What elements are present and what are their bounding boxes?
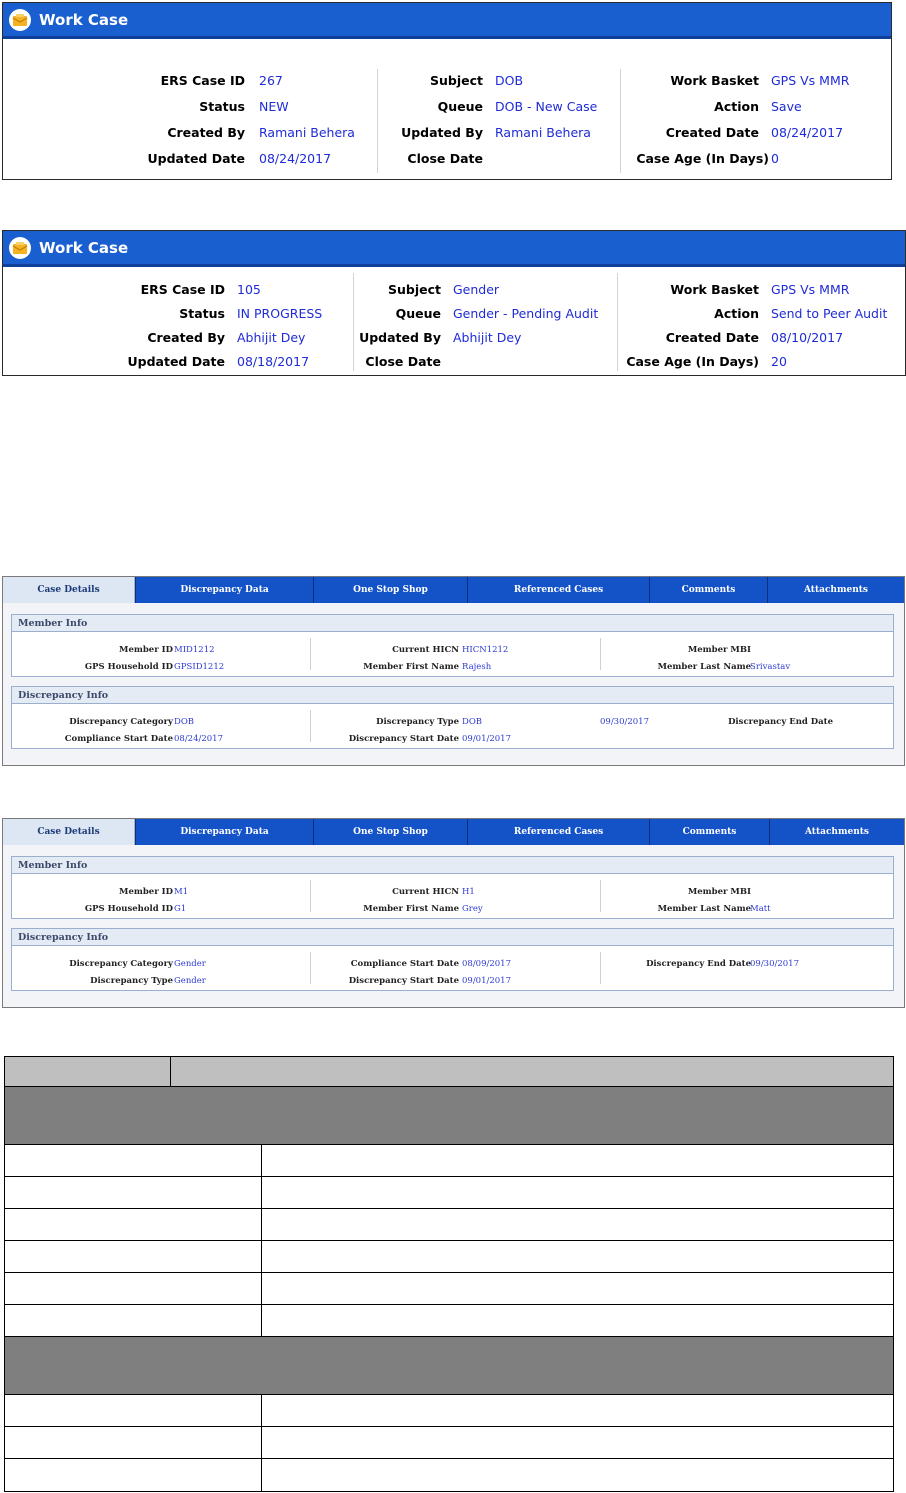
discrepancy-end-date-label: Discrepancy End Date <box>646 959 751 969</box>
member-info-header: Member Info <box>11 614 894 632</box>
member-info-box <box>11 874 894 919</box>
discrepancy-info-header: Discrepancy Info <box>11 686 894 704</box>
created-by-value[interactable]: Abhijit Dey <box>237 330 306 345</box>
discrepancy-category-label: Discrepancy Category <box>69 717 173 727</box>
ers-case-id-label: ERS Case ID <box>140 282 225 297</box>
tab-one-stop-shop[interactable]: One Stop Shop <box>313 577 467 603</box>
discrepancy-type-value[interactable]: DOB <box>462 717 483 727</box>
action-value[interactable]: Send to Peer Audit <box>771 306 888 321</box>
work-case-icon <box>9 9 31 31</box>
table-row <box>4 1208 894 1241</box>
member-first-name-value[interactable]: Rajesh <box>462 662 492 672</box>
table-row <box>4 1144 894 1177</box>
tab-case-details[interactable]: Case Details <box>3 819 135 845</box>
member-mbi-label: Member MBI <box>687 645 751 655</box>
member-first-name-value[interactable]: Grey <box>462 904 483 914</box>
gps-household-id-label: GPS Household ID <box>84 662 173 672</box>
discrepancy-start-date-label: Discrepancy Start Date <box>348 976 459 986</box>
discrepancy-end-date-value[interactable]: 09/30/2017 <box>750 959 799 969</box>
discrepancy-end-date-label: Discrepancy End Date <box>728 717 833 727</box>
table-section-row <box>4 1336 894 1395</box>
tab-discrepancy-data[interactable]: Discrepancy Data <box>135 577 313 603</box>
tab-comments[interactable]: Comments <box>649 819 769 845</box>
created-date-label: Created Date <box>665 330 759 345</box>
current-hicn-label: Current HICN <box>392 887 459 897</box>
updated-by-value[interactable]: Abhijit Dey <box>453 330 522 345</box>
discrepancy-category-value[interactable]: Gender <box>174 959 206 969</box>
ers-case-id-value[interactable]: 105 <box>237 282 261 297</box>
updated-date-label: Updated Date <box>127 354 225 369</box>
member-info-header: Member Info <box>11 856 894 874</box>
ers-case-id-value[interactable]: 267 <box>259 73 283 88</box>
compliance-start-date-value[interactable]: 08/24/2017 <box>174 734 223 744</box>
work-basket-label: Work Basket <box>670 73 759 88</box>
action-value[interactable]: Save <box>771 99 802 114</box>
member-last-name-label: Member Last Name <box>657 904 751 914</box>
gps-household-id-value[interactable]: G1 <box>174 904 187 914</box>
member-last-name-value[interactable]: Srivastav <box>750 662 791 672</box>
member-id-label: Member ID <box>119 645 173 655</box>
tab-attachments[interactable]: Attachments <box>767 577 904 603</box>
discrepancy-info-box <box>11 946 894 991</box>
case-details-panel <box>2 818 905 1008</box>
created-by-value[interactable]: Ramani Behera <box>259 125 355 140</box>
subject-value[interactable]: DOB <box>495 73 524 88</box>
tab-comments[interactable]: Comments <box>649 577 767 603</box>
subject-value[interactable]: Gender <box>453 282 500 297</box>
case-age-label: Case Age (In Days) <box>636 151 769 166</box>
action-label: Action <box>714 306 759 321</box>
member-last-name-value[interactable]: Matt <box>750 904 771 914</box>
gps-household-id-value[interactable]: GPSID1212 <box>174 662 225 672</box>
created-date-label: Created Date <box>665 125 759 140</box>
member-id-value[interactable]: MID1212 <box>174 645 215 655</box>
close-date-label: Close Date <box>407 151 483 166</box>
ers-case-id-label: ERS Case ID <box>160 73 245 88</box>
discrepancy-info-box <box>11 704 894 749</box>
table-row <box>4 1458 894 1492</box>
member-id-label: Member ID <box>119 887 173 897</box>
status-label: Status <box>179 306 225 321</box>
updated-by-label: Updated By <box>401 125 483 140</box>
member-id-value[interactable]: M1 <box>174 887 189 897</box>
discrepancy-start-date-label: Discrepancy Start Date <box>348 734 459 744</box>
created-date-value[interactable]: 08/10/2017 <box>771 330 844 345</box>
updated-date-label: Updated Date <box>147 151 245 166</box>
tab-bar <box>3 819 904 845</box>
table-header-row <box>4 1056 894 1087</box>
table-row <box>4 1426 894 1459</box>
tab-case-details[interactable]: Case Details <box>3 577 135 603</box>
queue-value[interactable]: Gender - Pending Audit <box>453 306 599 321</box>
updated-date-value[interactable]: 08/18/2017 <box>237 354 310 369</box>
compliance-start-date-label: Compliance Start Date <box>64 734 173 744</box>
subject-label: Subject <box>430 73 483 88</box>
current-hicn-label: Current HICN <box>392 645 459 655</box>
tab-one-stop-shop[interactable]: One Stop Shop <box>313 819 467 845</box>
gps-household-id-label: GPS Household ID <box>84 904 173 914</box>
updated-date-value[interactable]: 08/24/2017 <box>259 151 332 166</box>
queue-value[interactable]: DOB - New Case <box>495 99 598 114</box>
table-row <box>4 1240 894 1273</box>
status-value[interactable]: IN PROGRESS <box>237 306 323 321</box>
table-section-row <box>4 1086 894 1145</box>
discrepancy-end-date-value[interactable]: 09/30/2017 <box>600 717 649 727</box>
member-first-name-label: Member First Name <box>363 662 459 672</box>
compliance-start-date-value[interactable]: 08/09/2017 <box>462 959 511 969</box>
table-row <box>4 1176 894 1209</box>
tab-bar <box>3 577 904 603</box>
case-details-panel <box>2 576 905 766</box>
work-case-icon <box>9 237 31 259</box>
work-case-header <box>3 3 891 39</box>
discrepancy-type-label: Discrepancy Type <box>90 976 173 986</box>
current-hicn-value[interactable]: HICN1212 <box>462 645 509 655</box>
discrepancy-type-label: Discrepancy Type <box>376 717 459 727</box>
member-last-name-label: Member Last Name <box>657 662 751 672</box>
work-basket-value[interactable]: GPS Vs MMR <box>771 73 850 88</box>
discrepancy-type-value[interactable]: Gender <box>174 976 206 986</box>
tab-attachments[interactable]: Attachments <box>769 819 904 845</box>
work-case-title: Work Case <box>39 238 129 257</box>
member-info-box <box>11 632 894 677</box>
work-case-panel <box>2 2 892 180</box>
discrepancy-start-date-value[interactable]: 09/01/2017 <box>462 734 511 744</box>
updated-by-label: Updated By <box>359 330 441 345</box>
discrepancy-category-value[interactable]: DOB <box>174 717 195 727</box>
created-by-label: Created By <box>147 330 225 345</box>
queue-label: Queue <box>437 99 483 114</box>
member-mbi-label: Member MBI <box>687 887 751 897</box>
work-basket-value[interactable]: GPS Vs MMR <box>771 282 850 297</box>
discrepancy-category-label: Discrepancy Category <box>69 959 173 969</box>
created-by-label: Created By <box>167 125 245 140</box>
discrepancy-start-date-value[interactable]: 09/01/2017 <box>462 976 511 986</box>
current-hicn-value[interactable]: H1 <box>462 887 475 897</box>
work-case-header <box>3 231 905 267</box>
status-value[interactable]: NEW <box>259 99 289 114</box>
table-row <box>4 1272 894 1305</box>
action-label: Action <box>714 99 759 114</box>
work-basket-label: Work Basket <box>670 282 759 297</box>
case-age-value[interactable]: 0 <box>771 151 779 166</box>
created-date-value[interactable]: 08/24/2017 <box>771 125 844 140</box>
member-first-name-label: Member First Name <box>363 904 459 914</box>
table-row <box>4 1304 894 1337</box>
compliance-start-date-label: Compliance Start Date <box>350 959 459 969</box>
subject-label: Subject <box>388 282 441 297</box>
discrepancy-info-header: Discrepancy Info <box>11 928 894 946</box>
queue-label: Queue <box>395 306 441 321</box>
tab-referenced-cases[interactable]: Referenced Cases <box>467 577 649 603</box>
table-row <box>4 1394 894 1427</box>
status-label: Status <box>199 99 245 114</box>
case-age-value[interactable]: 20 <box>771 354 787 369</box>
close-date-label: Close Date <box>365 354 441 369</box>
tab-discrepancy-data[interactable]: Discrepancy Data <box>135 819 313 845</box>
work-case-panel <box>2 230 906 376</box>
tab-referenced-cases[interactable]: Referenced Cases <box>467 819 649 845</box>
work-case-title: Work Case <box>39 10 129 29</box>
case-age-label: Case Age (In Days) <box>626 354 759 369</box>
updated-by-value[interactable]: Ramani Behera <box>495 125 591 140</box>
